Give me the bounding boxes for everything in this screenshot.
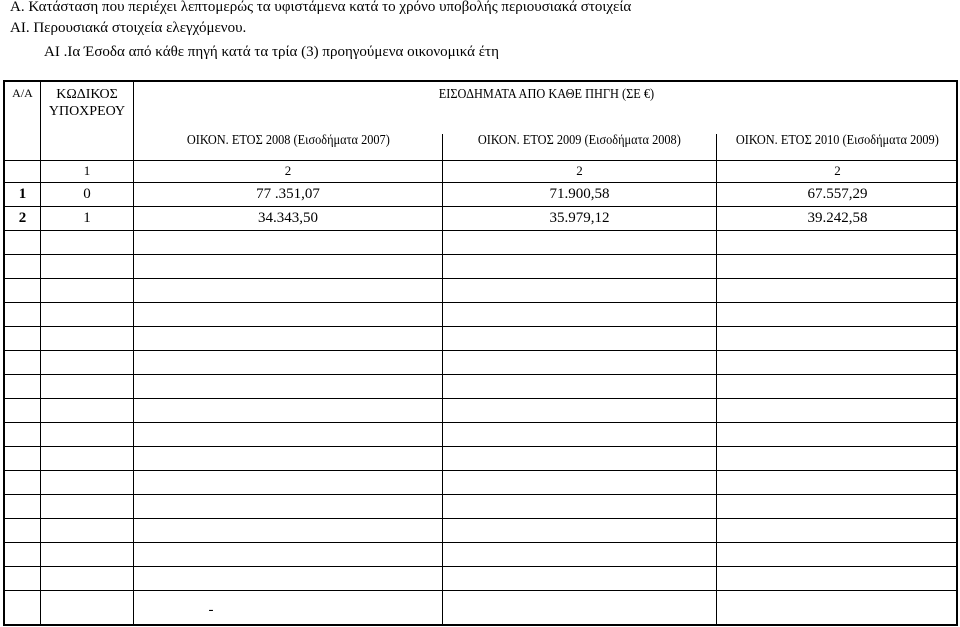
table-divider: [442, 134, 443, 626]
table-divider: [5, 590, 958, 591]
table-divider: [5, 518, 958, 519]
header-code-line2: ΥΠΟΧΡΕΟΥ: [48, 104, 126, 119]
table-divider: [5, 494, 958, 495]
table-divider: [5, 230, 958, 231]
colnum-3: 2: [576, 163, 583, 178]
heading-section-ai: ΑΙ. Περουσιακά στοιχεία ελεγχόμενου.: [10, 20, 247, 36]
row1-code: 0: [83, 186, 91, 202]
header-income-label: ΕΙΣΟΔΗΜΑΤΑ ΑΠΟ ΚΑΘΕ ΠΗΓΗ (ΣΕ €): [438, 87, 654, 102]
row1-2009: 71.900,58: [549, 186, 610, 202]
table-divider: [5, 446, 958, 447]
colnum-4: 2: [834, 163, 841, 178]
row1-2010: 67.557,29: [807, 186, 868, 202]
table-divider: [5, 350, 958, 351]
row2-aa: 2: [18, 210, 27, 226]
table-divider: [5, 542, 958, 543]
table-divider: [5, 254, 958, 255]
header-year-2009: [443, 133, 716, 149]
row2-code: 1: [83, 210, 91, 226]
row1-aa: 1: [18, 186, 27, 202]
header-code-line1: ΚΩΔΙΚΟΣ: [56, 87, 118, 102]
income-table: [3, 80, 958, 626]
colnum-2: 2: [284, 163, 292, 178]
header-code: [41, 86, 133, 120]
header-year-2010: [717, 133, 958, 149]
table-divider: [5, 302, 958, 303]
table-divider: [5, 566, 958, 567]
table-divider: [5, 470, 958, 471]
table-divider: [716, 134, 717, 626]
table-divider: [5, 182, 958, 183]
header-aa: Α/Α: [12, 86, 33, 100]
header-year-2008: [134, 133, 442, 149]
row2-2010: 39.242,58: [807, 210, 868, 226]
row1-2008: 77 .351,07: [256, 186, 320, 202]
header-year-2008-label: ΟΙΚΟΝ. ΕΤΟΣ 2008 (Εισοδήματα 2007): [186, 133, 390, 148]
header-income: [134, 87, 958, 103]
table-divider: [5, 326, 958, 327]
table-divider: [5, 374, 958, 375]
footer-dash: -: [208, 602, 214, 618]
heading-section-aia: ΑΙ .Ια Έσοδα από κάθε πηγή κατά τα τρία (3) προηγούμενα οικονομικά έτη: [44, 44, 499, 60]
table-divider: [5, 398, 958, 399]
table-divider: [5, 160, 958, 161]
row2-2008: 34.343,50: [258, 210, 318, 226]
table-divider: [5, 206, 958, 207]
header-year-2010-label: ΟΙΚΟΝ. ΕΤΟΣ 2010 (Εισοδήματα 2009): [735, 133, 939, 148]
heading-section-a: Α. Κατάσταση που περιέχει λεπτομερώς τα υφιστάμενα κατά το χρόνο υποβολής περιουσιακά στοιχεία: [10, 0, 632, 15]
table-divider: [5, 278, 958, 279]
colnum-1: 1: [83, 163, 91, 178]
header-year-2009-label: ΟΙΚΟΝ. ΕΤΟΣ 2009 (Εισοδήματα 2008): [477, 133, 681, 148]
row2-2009: 35.979,12: [549, 210, 610, 226]
table-divider: [5, 422, 958, 423]
